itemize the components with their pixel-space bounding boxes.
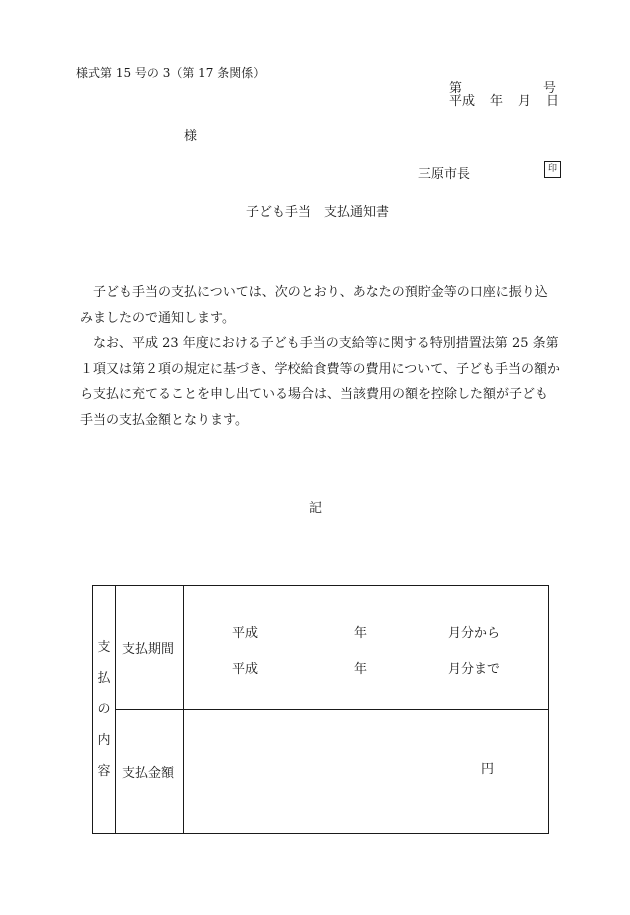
document-number-suffix: 号 — [543, 81, 557, 96]
addressee-honorific: 様 — [184, 129, 198, 144]
period-from-month: 月分から — [448, 626, 501, 641]
seal-mark: 印 — [544, 161, 561, 178]
payment-period-label: 支払期間 — [116, 586, 184, 710]
payment-period-value — [184, 586, 549, 710]
section-char: 容 — [97, 764, 111, 779]
date-day-unit: 日 — [546, 94, 560, 109]
period-from-year: 年 — [354, 626, 368, 641]
issue-date — [449, 90, 559, 109]
section-char: 内 — [97, 733, 111, 748]
date-era: 平成 — [449, 94, 476, 109]
amount-unit: 円 — [481, 762, 495, 777]
section-char: 払 — [97, 671, 111, 686]
issuer-title: 三原市長 — [418, 167, 471, 182]
period-from-era: 平成 — [232, 626, 259, 641]
date-year-unit: 年 — [490, 94, 504, 109]
body-paragraph-1: 子ども手当の支払については、次のとおり、あなたの預貯金等の口座に振り込みましたので通知します。 — [80, 285, 548, 326]
payment-amount-label: 支払金額 — [116, 710, 184, 834]
body-text — [80, 280, 560, 433]
section-char: の — [97, 702, 111, 717]
record-label: 記 — [309, 501, 323, 516]
document-title: 子ども手当 支払通知書 — [246, 205, 390, 220]
payment-content-label — [93, 586, 116, 834]
period-to-year: 年 — [354, 662, 368, 677]
period-to-era: 平成 — [232, 662, 259, 677]
section-char: 支 — [97, 640, 111, 655]
body-paragraph-2: なお、平成 23 年度における子ども手当の支給等に関する特別措置法第 25 条第１項又は第２項の規定に基づき、学校給食費等の費用について、子ども手当の額から支払に充てることを申し出ている場合は、当該費用の額を控除した額が子ども手当の支払金額となります。 — [80, 336, 560, 428]
date-month-unit: 月 — [518, 94, 532, 109]
period-to-month: 月分まで — [448, 662, 501, 677]
payment-details-table — [92, 585, 549, 834]
document-number-prefix: 第 — [449, 81, 463, 96]
payment-amount-value — [184, 710, 549, 834]
form-number: 様式第 15 号の 3（第 17 条関係） — [76, 66, 266, 80]
